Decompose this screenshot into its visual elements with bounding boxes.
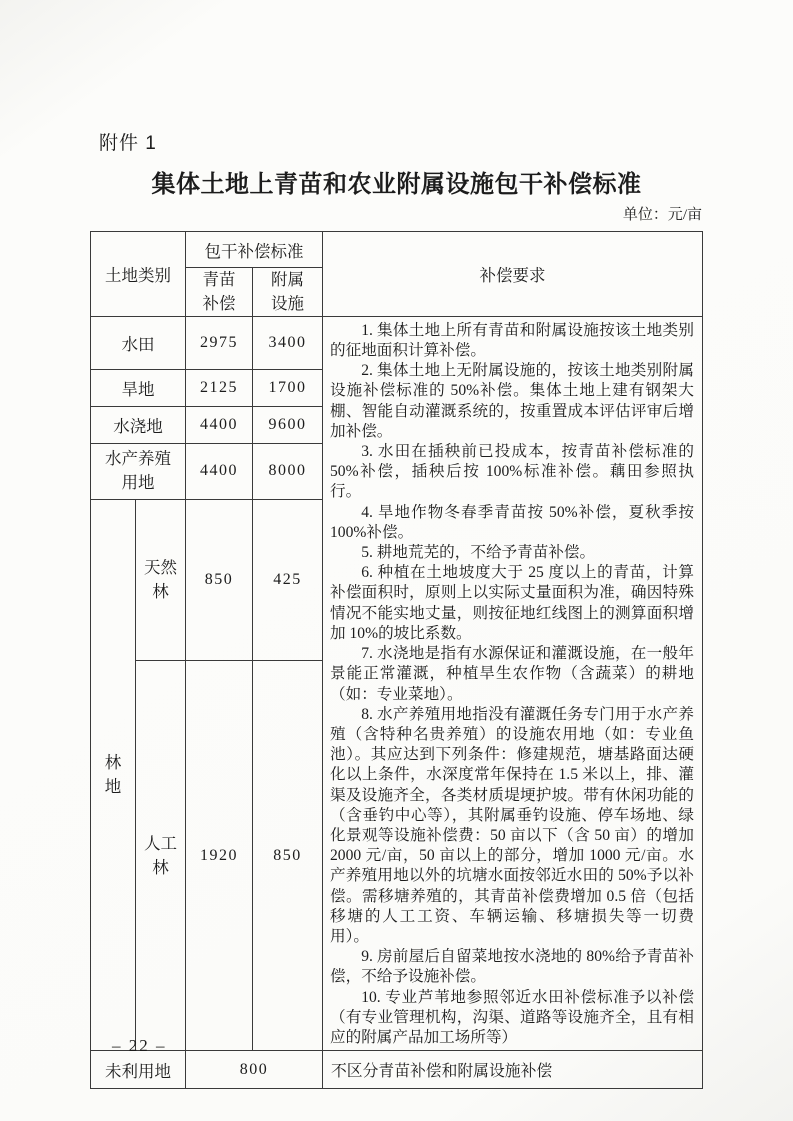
cell-forest-group-label: 林地 — [104, 753, 122, 796]
attachment-label: 附件 1 — [99, 133, 157, 154]
requirement-item-6: 6. 种植在土地坡度大于 25 度以上的青苗，计算补偿面积时，原则上以实际丈量面积为准，确因特殊情况不能实地丈量，则按征地红线图上的测算面积增加 10%的坡比系数。 — [330, 564, 694, 642]
cell-category: 旱地 — [91, 369, 186, 406]
unit-note: 单位：元/亩 — [622, 207, 702, 223]
col-header-facilities-label: 附属设施 — [271, 270, 304, 313]
page-title: 集体土地上青苗和农业附属设施包干补偿标准 — [151, 172, 642, 198]
requirements-cell — [323, 316, 703, 1050]
cell-seedling-value: 2975 — [186, 316, 253, 369]
requirement-item-5: 5. 耕地荒芜的，不给予青苗补偿。 — [361, 544, 596, 562]
compensation-table — [90, 231, 703, 1089]
requirement-item-1: 1. 集体土地上所有青苗和附属设施按该土地类别的征地面积计算补偿。 — [330, 321, 694, 360]
col-header-seedling — [186, 268, 253, 317]
col-header-facilities — [253, 268, 323, 317]
cell-seedling-value: 1920 — [186, 661, 253, 1051]
cell-category — [91, 443, 186, 499]
cell-facilities-value: 850 — [253, 661, 323, 1051]
cell-seedling-value: 850 — [186, 499, 253, 660]
requirement-item-9: 9. 房前屋后自留菜地按水浇地的 80%给予青苗补偿，不给予设施补偿。 — [330, 948, 694, 986]
cell-subcategory-label: 天然林 — [144, 558, 177, 601]
cell-requirement-text: 不区分青苗补偿和附属设施补偿 — [323, 1051, 703, 1089]
col-header-requirements: 补偿要求 — [323, 232, 703, 317]
cell-facilities-value: 8000 — [253, 443, 323, 499]
col-header-seedling-label: 青苗补偿 — [202, 270, 236, 313]
cell-facilities-value: 1700 — [253, 369, 323, 406]
requirement-item-2: 2. 集体土地上无附属设施的，按该土地类别附属设施补偿标准的 50%补偿。集体土地上建有钢架大棚、智能自动灌溉系统的，按重置成本评估评审后增加补偿。 — [330, 362, 694, 440]
table-row-unused-land — [91, 1051, 703, 1089]
cell-subcategory — [136, 499, 186, 660]
cell-forest-group — [91, 499, 136, 1050]
requirement-item-7: 7. 水浇地是指有水源保证和灌溉设施，在一般年景能正常灌溉，种植旱生农作物（含蔬菜）的耕地（如：专业菜地）。 — [330, 645, 694, 703]
requirement-item-4: 4. 旱地作物冬春季青苗按 50%补偿，夏秋季按 100%补偿。 — [330, 503, 694, 541]
col-header-lump-sum-standard: 包干补偿标准 — [186, 232, 323, 268]
cell-facilities-value: 3400 — [253, 316, 323, 369]
col-header-land-category: 土地类别 — [91, 232, 186, 317]
cell-category: 水田 — [91, 316, 186, 369]
cell-seedling-value: 4400 — [186, 443, 253, 499]
cell-amount-value: 800 — [186, 1051, 323, 1089]
cell-category: 水浇地 — [91, 406, 186, 443]
page-number: – 22 – — [112, 1036, 167, 1055]
requirement-item-8: 8. 水产养殖用地指没有灌溉任务专门用于水产养殖（含特种名贵养殖）的设施农用地（如：专业鱼池）。其应达到下列条件：修建规范，塘基路面达硬化以上条件，水深度常年保持在 1.5 米以上，排、灌渠及设施齐全，各类材质堤埂护坡。带有休闲功能的（含垂钓中心等），其附属垂钓设施、停车场地、绿化景观等设施补偿费：50 亩以下（含 50 亩）的增加 2000 元/亩，50 亩以上的部分，增加 1000 元/亩。水产养殖用地以外的坑塘水面按邻近水田的 50%予以补偿。需移塘养殖的，其青苗补偿费增加 0.5 倍（包括移塘的人工工资、车辆运输、移塘损失等一切费用）。 — [330, 705, 694, 945]
cell-facilities-value: 9600 — [253, 406, 323, 443]
cell-subcategory-label: 人工林 — [144, 833, 177, 877]
cell-subcategory — [136, 661, 186, 1051]
cell-category-label: 水产养殖用地 — [105, 449, 171, 493]
requirement-item-3: 3. 水田在插秧前已投成本，按青苗补偿标准的 50%补偿，插秧后按 100%标准补偿。藕田参照执行。 — [330, 443, 694, 501]
cell-seedling-value: 4400 — [186, 406, 253, 443]
cell-facilities-value: 425 — [253, 499, 323, 660]
header-row-1 — [91, 232, 703, 268]
cell-seedling-value: 2125 — [186, 369, 253, 406]
cell-category: 未利用地 — [91, 1051, 186, 1089]
requirement-item-10: 10. 专业芦苇地参照邻近水田补偿标准予以补偿（有专业管理机构，沟渠、道路等设施齐全，且有相应的附属产品加工场所等） — [330, 988, 694, 1046]
table-row-paddy-field — [91, 316, 703, 369]
